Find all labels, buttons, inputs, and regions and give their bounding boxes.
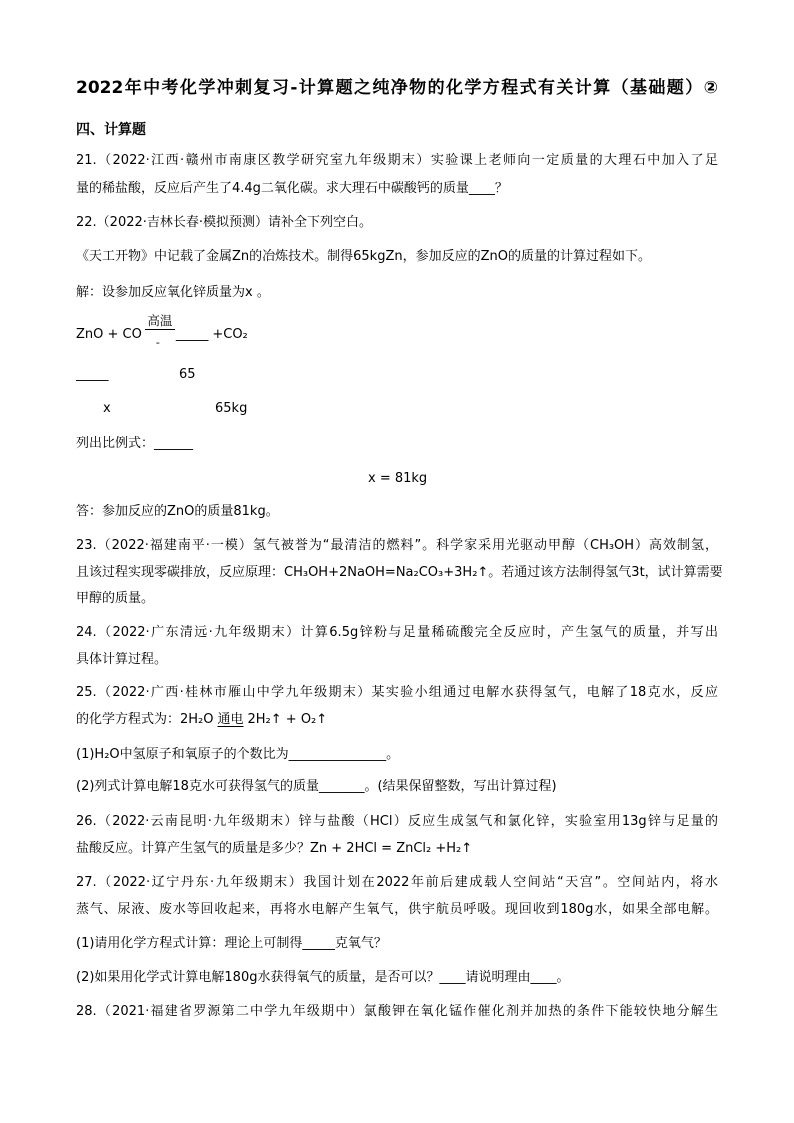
q27-part-2: (2)如果用化学式计算电解180g水获得氧气的质量，是否可以？____请说明理由____。 (76, 970, 570, 985)
mass-row-1-blank: _____ (76, 367, 109, 382)
q22-context: 《天工开物》中记载了金属Zn的冶炼技术。制得65kgZn，参加反应的ZnO的质量的计算过程如下。 (76, 249, 651, 264)
q25-equation-prefix: 的化学方程式为：2H₂O (76, 712, 214, 727)
q22-answer: 答：参加反应的ZnO的质量81kg。 (76, 504, 279, 519)
equation-reactants: ZnO + CO (76, 327, 142, 342)
q25-line-1: 25.（2022·广西·桂林市雁山中学九年级期末）某实验小组通过电解水获得氢气，电解了18克水，反应 (76, 685, 718, 700)
reaction-condition (145, 313, 175, 349)
q22-chemical-equation (76, 313, 248, 349)
q23-line-3: 甲醇的质量。 (76, 591, 155, 606)
section-heading: 四、计算题 (76, 122, 146, 138)
q21-line-2: 量的稀盐酸，反应后产生了4.4g二氧化碳。求大理石中碳酸钙的质量____？ (76, 181, 508, 196)
q22-proportion: 列出比例式：______ (76, 436, 194, 451)
q27-line-1: 27.（2022·辽宁丹东·九年级期末）我国计划在2022年前后建成载人空间站“天宫”。空间站内，将水 (76, 875, 718, 890)
q27-part-1: (1)请用化学方程式计算：理论上可制得_____克氧气？ (76, 936, 387, 951)
q23-line-1: 23.（2022·福建南平·一模）氢气被誉为“最清洁的燃料”。科学家采用光驱动甲醇（CH₃OH）高效制氢， (76, 538, 718, 553)
q25-equation-condition: 通电 (217, 712, 244, 727)
q22-intro: 22.（2022·吉林长春·模拟预测）请补全下列空白。 (76, 215, 373, 230)
q22-result: x = 81kg (368, 471, 428, 486)
equation-products: +CO₂ (212, 327, 248, 342)
mass-row-1-value: 65 (179, 367, 196, 382)
q25-part-2: (2)列式计算电解18克水可获得氢气的质量_______。(结果保留整数，写出计算过程) (76, 779, 557, 794)
q27-line-2: 蒸气、尿液、废水等回收起来，再将水电解产生氧气，供宇航员呼吸。现回收到180g水，如果全部电解。 (76, 902, 718, 917)
q28-line-1: 28.（2021·福建省罗源第二中学九年级期中）氯酸钾在氧化锰作催化剂并加热的条件下能较快地分解生 (76, 1004, 718, 1019)
page-title: 2022年中考化学冲刺复习-计算题之纯净物的化学方程式有关计算（基础题）② (76, 78, 718, 98)
q24-line-2: 具体计算过程。 (76, 652, 168, 667)
q22-solution-setup: 解：设参加反应氧化锌质量为x 。 (76, 285, 270, 300)
q24-line-1: 24.（2022·广东清远·九年级期末）计算6.5g锌粉与足量稀硫酸完全反应时，产生氢气的质量，并写出 (76, 625, 718, 640)
condition-mark: - (155, 336, 160, 349)
q26-line-1: 26.（2022·云南昆明·九年级期末）锌与盐酸（HCl）反应生成氢气和氯化锌，实验室用13g锌与足量的 (76, 814, 718, 829)
q25-part-1: (1)H₂O中氢原子和氧原子的个数比为_______________。 (76, 747, 400, 762)
q26-line-2: 盐酸反应。计算产生氢气的质量是多少？Zn + 2HCl = ZnCl₂ +H₂↑ (76, 841, 473, 856)
product-blank: _____ (175, 327, 209, 342)
q25-equation-suffix: 2H₂↑ + O₂↑ (247, 712, 328, 727)
condition-label: 高温 (145, 312, 175, 330)
mass-row-2-value: 65kg (215, 401, 248, 416)
q21-line-1: 21.（2022·江西·赣州市南康区教学研究室九年级期末）实验课上老师向一定质量的大理石中加入了足 (76, 153, 718, 168)
mass-row-2-unknown: x (103, 401, 111, 416)
q23-line-2: 且该过程实现零碳排放，反应原理：CH₃OH+2NaOH=Na₂CO₃+3H₂↑。若通过该方法制得氢气3t，试计算需要 (76, 565, 723, 580)
q25-equation-line (76, 710, 327, 730)
